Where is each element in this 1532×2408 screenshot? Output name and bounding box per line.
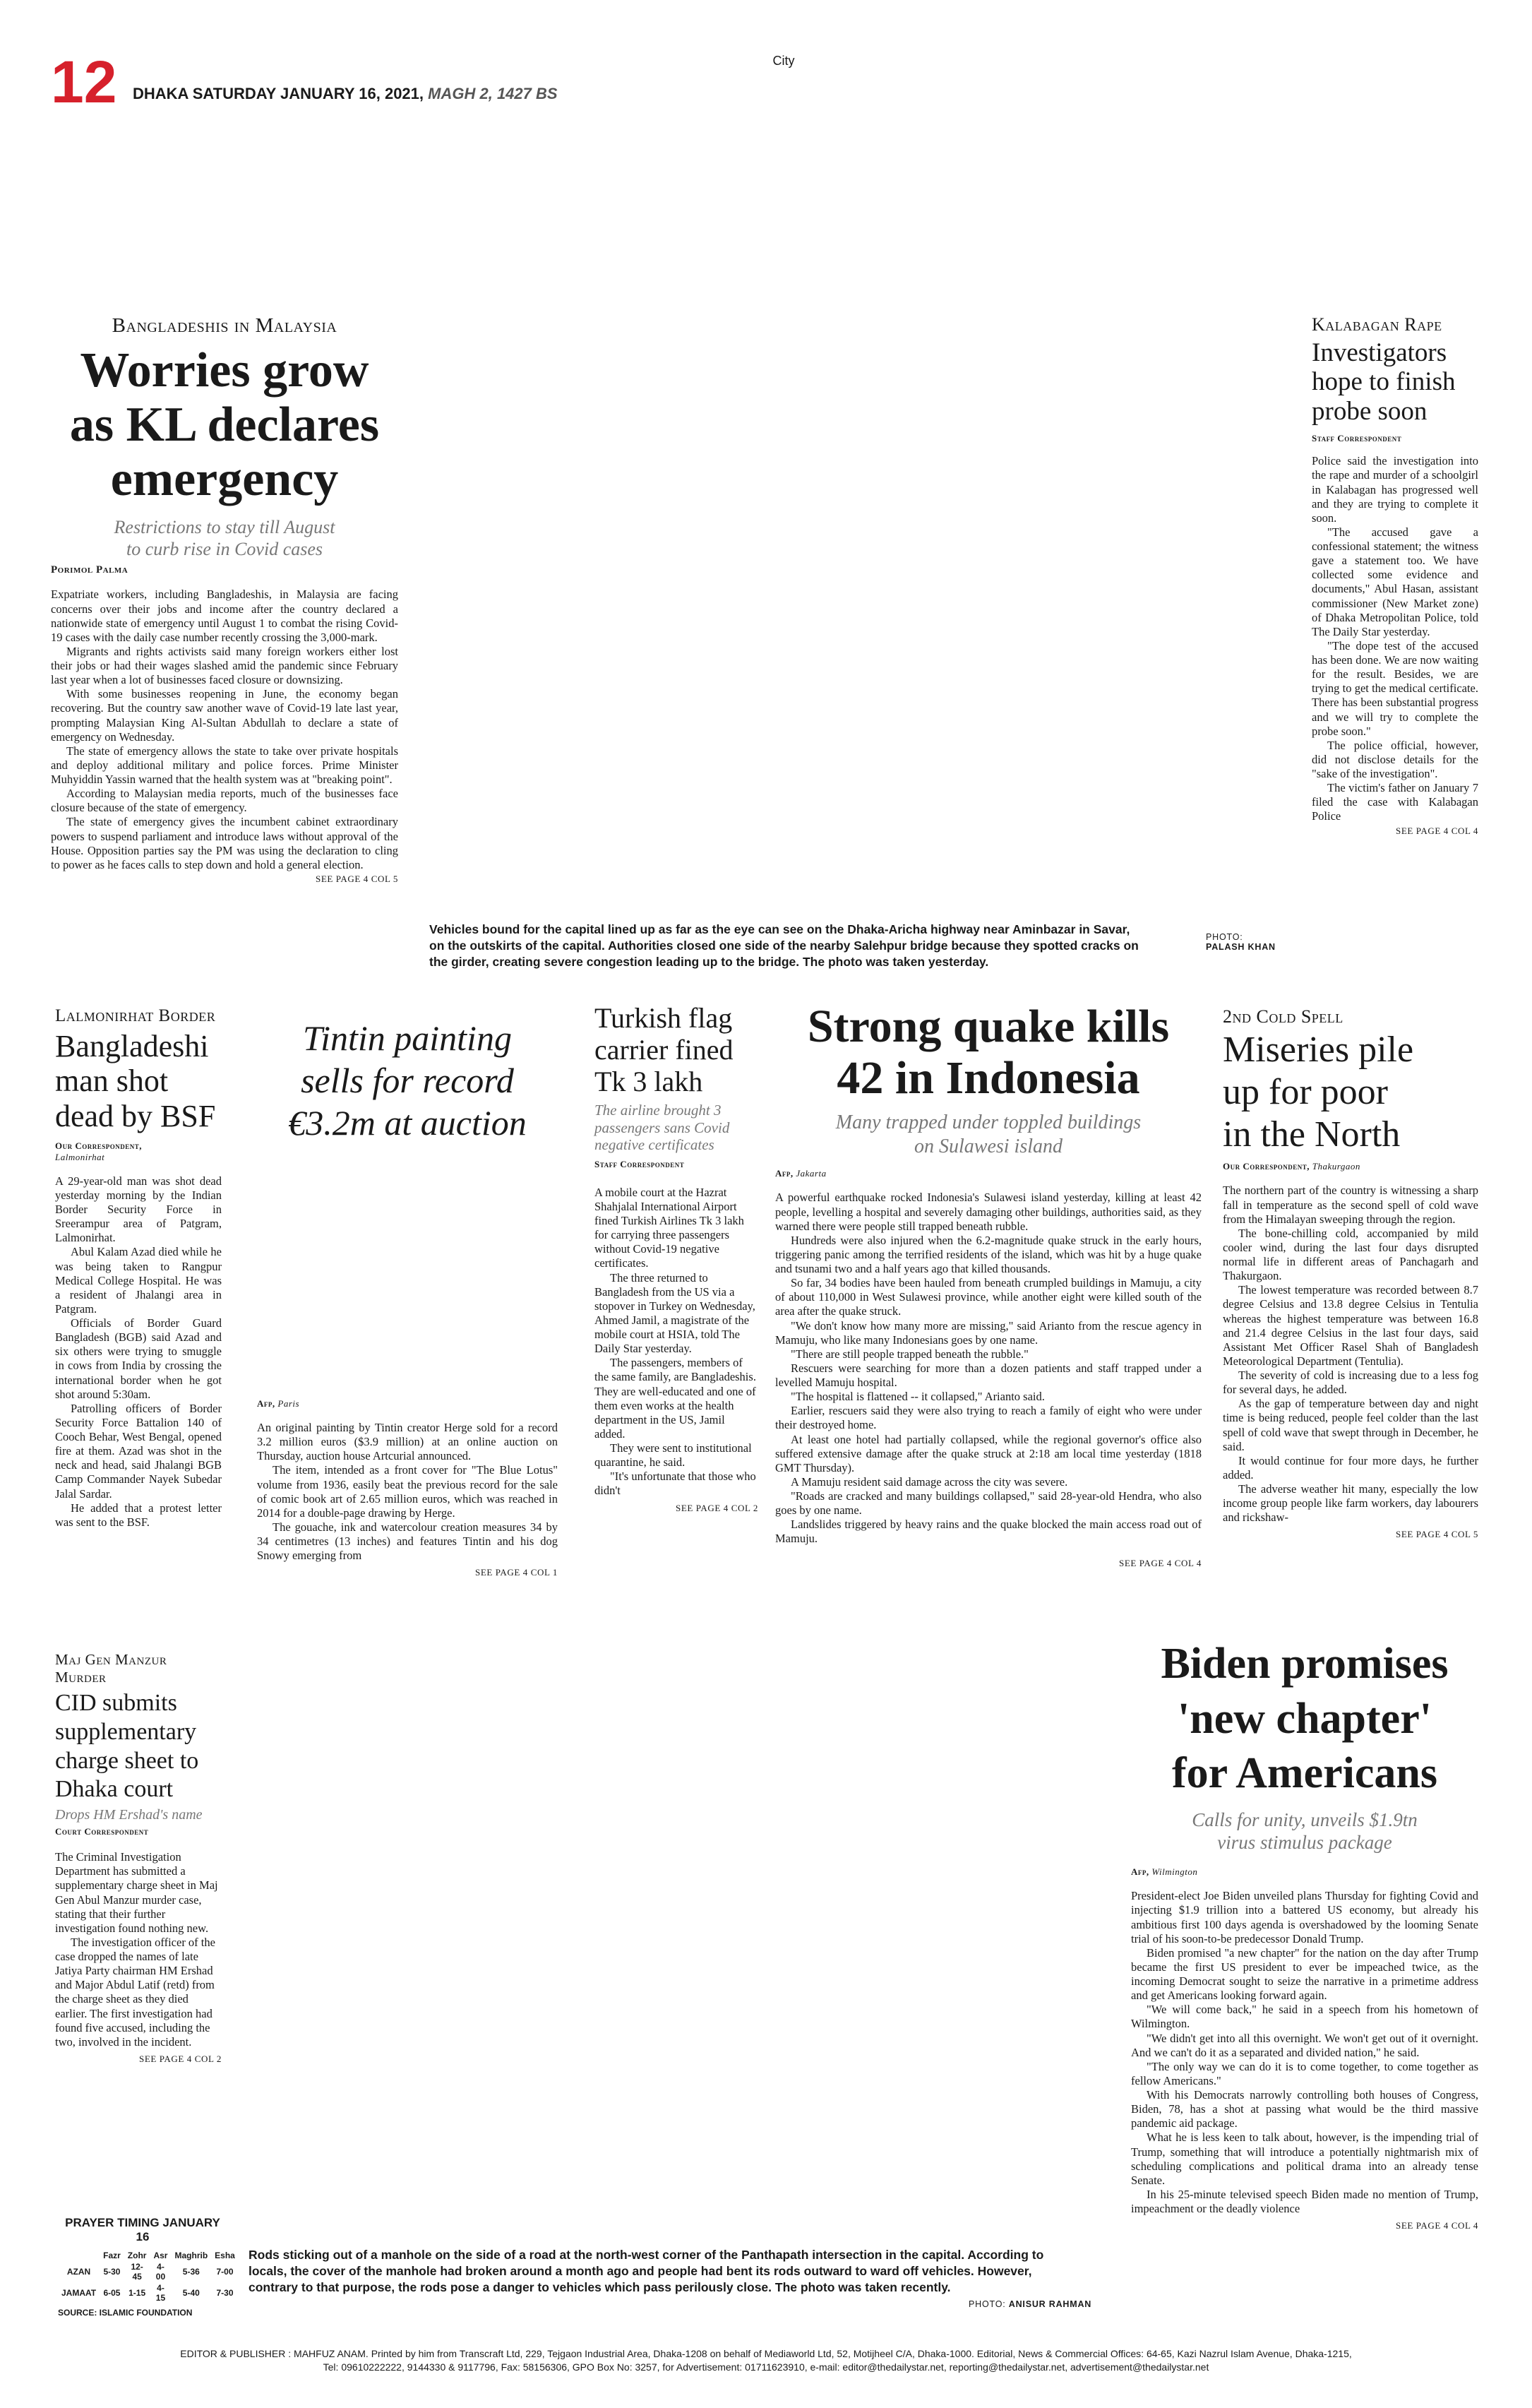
prayer-cell: 1-15: [128, 2288, 146, 2298]
article-body: [775, 1191, 1202, 1546]
article-body: [257, 1421, 558, 1563]
paragraph: The victim's father on January 7 filed the case with Kalabagan Police: [1312, 781, 1478, 823]
paragraph: The lowest temperature was recorded between 8.7 degree Celsius and 13.8 degree Celsius in Tentulia whereas the highest temperature was between 16.8 and 21.4 degree Celsius in the last four days, said Assistant Met Officer Rasel Shah of Bangladesh Meteorological Department (Tentulia).: [1223, 1283, 1478, 1368]
headline: [51, 343, 398, 506]
article-tintin-body: [257, 1398, 558, 1578]
prayer-cell: 5-30: [103, 2267, 121, 2277]
photo-caption: Vehicles bound for the capital lined up as far as the eye can see on the Dhaka-Aricha highway near Aminbazar in Savar, on the outskirts of the capital. Authorities closed one side of the nearby Salehpur bridge because they spotted cracks on the girder, creating severe congestion leading up to the bridge. The photo was taken yesterday.: [429, 922, 1139, 969]
see-page-link[interactable]: SEE PAGE 4 COL 4: [1396, 825, 1478, 836]
article-lalmonirhat: [55, 1006, 222, 1530]
prayer-cell: 5-40: [182, 2288, 200, 2298]
article-cold: [1223, 1006, 1478, 1540]
paragraph: "We didn't get into all this overnight. We won't get out of it overnight. And we can't do it as a separated and divided nation," he said.: [1131, 2031, 1478, 2059]
credit-name: ANISUR RAHMAN: [1008, 2299, 1092, 2309]
headline-line: Investigators: [1312, 338, 1447, 367]
headline-line: carrier fined: [594, 1033, 734, 1066]
article-body: [594, 1186, 758, 1498]
headline-line: Turkish flag: [594, 1002, 733, 1034]
prayer-row: [58, 2261, 239, 2282]
deck-line: on Sulawesi island: [914, 1135, 1063, 1157]
paragraph: "We don't know how many more are missing," said Arianto from the rescue agency in Mamuju, who like many Indonesians goes by one name.: [775, 1318, 1202, 1347]
article-malaysia: [51, 314, 398, 885]
paragraph: It would continue for four more days, he further added.: [1223, 1453, 1478, 1482]
prayer-cell: 6-05: [103, 2288, 121, 2298]
paragraph: The three returned to Bangladesh from the US via a stopover in Turkey on Wednesday, Ahmed Jamil, a magistrate of the mobile court at HSIA, told The Daily Star yesterday.: [594, 1270, 755, 1356]
paragraph: He added that a protest letter was sent to the BSF.: [55, 1501, 222, 1529]
paragraph: They were sent to institutional quarantine, he said.: [594, 1441, 752, 1470]
headline-line: Tk 3 lakh: [594, 1065, 703, 1097]
deck-line: negative certificates: [594, 1136, 714, 1153]
paragraph: Landslides triggered by heavy rains and the quake blocked the main access road out of Mamuju.: [775, 1518, 1202, 1546]
see-page-link[interactable]: SEE PAGE 4 COL 1: [475, 1567, 558, 1578]
kicker: Bangladeshis in Malaysia: [112, 314, 337, 337]
headline-line: Bangladeshi: [55, 1029, 209, 1063]
prayer-col-header: [58, 2250, 100, 2261]
byline-name: Afp,: [1131, 1866, 1149, 1878]
see-page-link[interactable]: SEE PAGE 4 COL 2: [676, 1502, 758, 1513]
article-body: [55, 1850, 222, 2049]
paragraph: Hundreds were also injured when the 6.2-magnitude quake struck in the early hours, triggering panic among the terrified residents of the island, which was hit by a huge quake and tsunami two and a half years ago that killed thousands.: [775, 1233, 1202, 1275]
paragraph: Migrants and rights activists said many foreign workers either lost their jobs or had their wages slashed amid the pandemic since February last year when a lot of businesses faced closure or downsizing.: [51, 644, 398, 687]
imprint-line: Tel: 09610222222, 9144330 & 9117796, Fax: 58156306, GPO Box No: 3257, for Advertisement: 01711623910, e-mail: editor@thedailystar.net, reporting@thedailystar.net, advertisement@thedailystar.net: [323, 2361, 1209, 2373]
byline: [775, 1168, 1202, 1179]
byline: Staff Correspondent: [1312, 433, 1402, 444]
paragraph: What he is less keen to talk about, however, is the impending trial of Trump, something that will introduce a potentially nightmarish mix of scheduling complications and political drama into an already tense Senate.: [1131, 2130, 1478, 2187]
paragraph: The northern part of the country is witnessing a sharp fall in temperature as the second spell of cold wave from the Himalayan sweeping through the region.: [1223, 1184, 1478, 1226]
prayer-cell: JAMAAT: [61, 2288, 97, 2298]
byline-place: Paris: [277, 1398, 300, 1409]
deck-line: The airline brought 3: [594, 1102, 722, 1119]
article-body: [1131, 1889, 1478, 2216]
headline-line: charge sheet to: [55, 1747, 199, 1774]
kicker: 2nd Cold Spell: [1223, 1006, 1344, 1027]
prayer-row: [58, 2282, 239, 2303]
paragraph: Abul Kalam Azad died while he was being taken to Rangpur Medical College Hospital. He was a resident of Jhalangi area in Patgram.: [55, 1245, 222, 1316]
headline: [1223, 1029, 1478, 1155]
prayer-header-row: [58, 2250, 239, 2261]
imprint-footer: [42, 2347, 1490, 2374]
headline-line: dead by BSF: [55, 1098, 216, 1133]
see-page-link[interactable]: SEE PAGE 4 COL 4: [1396, 2220, 1478, 2231]
paragraph: The investigation officer of the case dropped the names of late Jatiya Party chairman HM Ershad and Major Abdul Latif (retd) from the charge sheet as they died earlier. The first investigation had found five accused, including the two, involved in the incident.: [55, 1935, 215, 2049]
paragraph: Officials of Border Guard Bangladesh (BGB) said Azad and six others were trying to smuggle in cows from India by crossing the international border when he got shot around 5:30am.: [55, 1316, 222, 1401]
paragraph: In his 25-minute televised speech Biden made no mention of Trump, impeachment or the deadly violence: [1131, 2187, 1478, 2216]
byline-name: Our Correspondent,: [1223, 1161, 1310, 1172]
headline: [1131, 1637, 1478, 1801]
article-biden: [1131, 1637, 1478, 2231]
byline: [257, 1398, 558, 1409]
prayer-table: [58, 2250, 239, 2303]
deck: [1131, 1808, 1478, 1854]
headline-line: supplementary: [55, 1718, 197, 1745]
paragraph: So far, 34 bodies have been hauled from beneath crumpled buildings in Mamuju, a city of about 110,000 in West Sulawesi province, while another eight were killed south of the area after the quake struck.: [775, 1276, 1202, 1318]
headline-line: hope to finish: [1312, 367, 1456, 397]
paragraph: With his Democrats narrowly controlling both houses of Congress, Biden, 78, has a shot at passing what would be the third massive pandemic aid package.: [1131, 2088, 1478, 2130]
prayer-col-header: Zohr: [127, 2251, 147, 2260]
deck-line: Many trapped under toppled buildings: [835, 1111, 1142, 1134]
credit-label: PHOTO:: [1206, 932, 1243, 942]
date-text: DHAKA SATURDAY JANUARY 16, 2021,: [133, 85, 424, 102]
paragraph: As the gap of temperature between day and night time is being reduced, people feel colder than the last spell of cold wave that swept through in December, he said.: [1223, 1397, 1478, 1453]
paragraph: The police official, however, did not disclose details for the "sake of the investigation".: [1312, 738, 1478, 781]
kicker: Kalabagan Rape: [1312, 314, 1442, 335]
deck-line: Calls for unity, unveils $1.9tn: [1192, 1808, 1418, 1830]
paragraph: The bone-chilling cold, accompanied by mild cooler wind, during the last four days disrupted normal life in different areas of Panchagarh and Thakurgaon.: [1223, 1226, 1478, 1283]
paragraph: The gouache, ink and watercolour creation measures 34 by 34 centimetres (13 inches) and features Tintin and his dog Snowy emerging from: [257, 1520, 558, 1563]
paragraph: Police said the investigation into the rape and murder of a schoolgirl in Kalabagan has progressed well and they are trying to complete it soon.: [1312, 454, 1478, 525]
prayer-title: PRAYER TIMING JANUARY 16: [65, 2216, 220, 2243]
credit-name: PALASH KHAN: [1206, 942, 1276, 952]
paragraph: Patrolling officers of Border Security Force Battalion 140 of Cooch Behar, West Bengal, opened fire at them. Azad was shot in the neck and head, said Jhalangi BGB Camp Commander Nayek Subedar Jalal Sardar.: [55, 1401, 222, 1501]
paragraph: The Criminal Investigation Department has submitted a supplementary charge sheet in Maj Gen Abul Manzur murder case, stating that their further investigation found nothing new.: [55, 1850, 218, 1935]
prayer-col-header: Fazr: [103, 2251, 121, 2260]
photo-credit: [1206, 932, 1291, 952]
prayer-source: SOURCE: ISLAMIC FOUNDATION: [58, 2308, 193, 2318]
article-cid: [55, 1651, 222, 2065]
headline-line: Worries grow: [80, 343, 369, 398]
headline-line: 42 in Indonesia: [837, 1051, 1140, 1104]
headline-line: man shot: [55, 1063, 169, 1099]
headline-line: Dhaka court: [55, 1776, 174, 1803]
byline-name: Afp,: [775, 1168, 794, 1179]
paragraph: According to Malaysian media reports, much of the businesses face closure because of the state of emergency.: [51, 787, 398, 815]
byline-name: Our Correspondent,: [55, 1140, 143, 1151]
see-page-link[interactable]: SEE PAGE 4 COL 5: [1396, 1529, 1478, 1540]
prayer-cell: 7-00: [216, 2267, 234, 2277]
paragraph: At least one hotel had partially collapsed, while the regional governor's office also suffered extensive damage after the quake struck at 2:18 am local time yesterday (1818 GMT Thursday).: [775, 1432, 1202, 1474]
deck: Drops HM Ershad's name: [55, 1807, 203, 1823]
paragraph: The state of emergency allows the state to take over private hospitals and deploy additional military and police forces. Prime Minister Muhyiddin Yassin warned that the health system was at "breaking point".: [51, 744, 398, 786]
paragraph: Earlier, rescuers said they were also trying to reach a family of eight who were under their destroyed home.: [775, 1404, 1202, 1432]
article-body: [51, 588, 398, 872]
paragraph: An original painting by Tintin creator Herge sold for a record 3.2 million euros ($3.9 million) at an online auction on Thursday, auction house Artcurial announced.: [257, 1421, 558, 1463]
section-label: City: [772, 54, 795, 68]
deck-line: passengers sans Covid: [594, 1119, 730, 1136]
paragraph: The adverse weather hit many, especially the low income group people like farm workers, day labourers and rickshaw-: [1223, 1482, 1478, 1525]
photo-manhole: [247, 1645, 1094, 2239]
headline-line: for Americans: [1172, 1749, 1437, 1797]
headline-line: sells for record: [301, 1061, 514, 1100]
paragraph: The severity of cold is increasing due to a less fog for several days, he added.: [1223, 1369, 1478, 1397]
article-tintin: [257, 1017, 558, 1144]
headline-line: Strong quake kills: [807, 1001, 1170, 1052]
headline: [55, 1689, 222, 1804]
paragraph: Rescuers were searching for more than a dozen patients and staff trapped under a levelled Mamuju hospital.: [775, 1361, 1202, 1389]
paragraph: Expatriate workers, including Bangladeshis, in Malaysia are facing concerns over their jobs and income after the country declared a nationwide state of emergency until August 1 to combat the rising Covid-19 cases with the daily case number recently crossing the 3,000-mark.: [51, 588, 398, 644]
date-bangla: MAGH 2, 1427 BS: [428, 85, 558, 102]
photo-tintin: [257, 1158, 558, 1391]
prayer-cell: 4-15: [155, 2283, 166, 2303]
byline-place: Jakarta: [796, 1168, 827, 1179]
deck-line: Restrictions to stay till August: [114, 517, 335, 537]
headline-line: Biden promises: [1161, 1640, 1449, 1688]
paragraph: A powerful earthquake rocked Indonesia's Sulawesi island yesterday, killing at least 42 people, levelling a hospital and severely damaging other buildings, authorities said, as they warned there were people still trapped beneath rubble.: [775, 1191, 1202, 1233]
paragraph: "It's unfortunate that those who didn't: [594, 1470, 756, 1498]
deck-line: virus stimulus package: [1217, 1831, 1392, 1853]
credit-label: PHOTO:: [969, 2299, 1006, 2309]
paragraph: Biden promised "a new chapter" for the nation on the day after Trump became the first US president to ever be impeached twice, as the incoming Democrat sought to seize the narrative in a primetime address and get Americans looking forward again.: [1131, 1945, 1478, 2003]
paragraph: "The hospital is flattened -- it collapsed," Arianto said.: [791, 1390, 1045, 1404]
headline-line: Tintin painting: [303, 1018, 512, 1058]
prayer-cell: 5-36: [182, 2267, 200, 2277]
prayer-cell: 7-30: [216, 2288, 234, 2298]
dateline: [133, 85, 558, 103]
deck: [775, 1111, 1202, 1158]
deck: [594, 1102, 758, 1152]
paragraph: A mobile court at the Hazrat Shahjalal International Airport fined Turkish Airlines Tk 3 lakh for carrying three passengers without Covid-19 negative certificates.: [594, 1185, 744, 1270]
article-turkish: [594, 1003, 758, 1514]
prayer-cell: 4-00: [155, 2262, 166, 2282]
headline: [775, 1001, 1202, 1104]
paragraph: The passengers, members of the same family, are Bangladeshis. They are well-educated and one of them even works at the health department in the US, Jamil added.: [594, 1356, 756, 1441]
byline: [55, 1140, 222, 1163]
headline: [257, 1017, 558, 1144]
headline-line: probe soon: [1312, 396, 1428, 426]
article-body: [1312, 454, 1478, 823]
byline: Porimol Palma: [51, 564, 128, 576]
byline: Court Correspondent: [55, 1826, 149, 1837]
deck-line: to curb rise in Covid cases: [126, 539, 323, 560]
kicker: Lalmonirhat Border: [55, 1006, 216, 1025]
prayer-col-header: Esha: [215, 2251, 235, 2260]
paragraph: A 29-year-old man was shot dead yesterday morning by the Indian Border Security Force in Sreerampur area of Patgram, Lalmonirhat.: [55, 1174, 222, 1245]
headline-line: Miseries pile: [1223, 1030, 1414, 1070]
prayer-cell: 12-45: [131, 2262, 143, 2282]
headline-line: €3.2m at auction: [288, 1103, 527, 1143]
headline-line: in the North: [1223, 1114, 1401, 1155]
paragraph: A Mamuju resident said damage across the city was severe.: [791, 1474, 1068, 1489]
prayer-cell: AZAN: [66, 2267, 91, 2277]
see-page-link[interactable]: SEE PAGE 4 COL 5: [316, 873, 398, 884]
photo-caption: Rods sticking out of a manhole on the side of a road at the north-west corner of the Panthapath intersection in the capital. According to locals, the cover of the manhole had broken around a month ago and people had bent its rods outward to ward off vehicles. However, contrary to that purpose, the rods pose a danger to vehicles which pass perilously close. The photo was taken recently.: [249, 2248, 1044, 2294]
article-body: [55, 1174, 222, 1530]
byline-place: Lalmonirhat: [55, 1151, 105, 1162]
article-body: [1223, 1184, 1478, 1525]
headline: [1312, 338, 1478, 426]
paragraph: "The accused gave a confessional statement; the witness gave a statement too. We have collected some evidence and documents," Abul Hasan, assistant commissioner (New Market zone) of Dhaka Metropolitan Police, told The Daily Star yesterday.: [1312, 525, 1478, 638]
prayer-col-header: Maghrib: [174, 2251, 208, 2260]
see-page-link[interactable]: SEE PAGE 4 COL 2: [139, 2053, 222, 2064]
paragraph: The item, intended as a front cover for "The Blue Lotus" volume from 1936, easily beat the previous record for the sale of comic book art of 2.65 million euros, which was reached in 2014 for a double-page drawing by Herge.: [257, 1463, 558, 1520]
headline: [55, 1029, 222, 1133]
byline-place: Wilmington: [1151, 1866, 1198, 1878]
prayer-col-header: Asr: [153, 2251, 168, 2260]
paragraph: "Roads are cracked and many buildings collapsed," said 28-year-old Hendra, who also goes by one name.: [775, 1489, 1202, 1518]
byline: Staff Correspondent: [594, 1158, 685, 1169]
paragraph: With some businesses reopening in June, the economy began recovering. But the country saw another wave of Covid-19 late last year, prompting Malaysian King Al-Sultan Abdullah to declare a state of emergency on Wednesday.: [51, 687, 398, 744]
article-quake: [775, 1001, 1202, 1569]
headline-line: emergency: [110, 452, 339, 506]
imprint-line: EDITOR & PUBLISHER : MAHFUZ ANAM. Printed by him from Transcraft Ltd, 229, Tejgaon Industrial Area, Dhaka-1208 on behalf of Mediaworld Ltd, 52, Motijheel C/A, Dhaka-1000. Editorial, News & Commercial Offices: 64-65, Kazi Nazrul Islam Avenue, Dhaka-1215,: [180, 2348, 1352, 2359]
headline-line: up for poor: [1223, 1071, 1388, 1112]
paragraph: President-elect Joe Biden unveiled plans Thursday for fighting Covid and injecting $1.9 trillion into a battered US economy, but already his ambitious first 100 days agenda is overshadowed by the looming Senate trial of his soon-to-be predecessor Donald Trump.: [1131, 1889, 1478, 1945]
page-number: 12: [51, 49, 117, 115]
byline-place: Thakurgaon: [1312, 1161, 1360, 1172]
headline-line: as KL declares: [69, 398, 380, 452]
kicker: Maj Gen Manzur Murder: [55, 1651, 167, 1686]
byline-name: Afp,: [257, 1398, 275, 1409]
photo-vehicles: [424, 120, 1214, 918]
paragraph: "The dope test of the accused has been done. We are now waiting for the result. Besides, we are trying to get the medical certificate. There has been substantial progress and we will try to complete the probe soon.": [1312, 638, 1478, 738]
paragraph: "We will come back," he said in a speech from his hometown of Wilmington.: [1131, 2003, 1478, 2031]
paragraph: "There are still people trapped beneath the rubble.": [791, 1347, 1029, 1361]
byline: [1223, 1161, 1478, 1172]
article-kalabagan: [1312, 314, 1478, 837]
deck: [51, 516, 398, 560]
prayer-timing: [58, 2216, 235, 2318]
headline: [594, 1003, 758, 1097]
byline: [1131, 1866, 1478, 1878]
paragraph: The state of emergency gives the incumbent cabinet extraordinary powers to suspend parliament and introduce laws without approval of the House. Opposition parties say the PM was using the declaration to cling to power as he faces calls to step down and hold a general election.: [51, 815, 398, 871]
headline-line: CID submits: [55, 1690, 177, 1716]
see-page-link[interactable]: SEE PAGE 4 COL 4: [1119, 1557, 1202, 1568]
headline-line: 'new chapter': [1178, 1694, 1432, 1743]
photo-credit: [969, 2299, 1110, 2309]
paragraph: "The only way we can do it is to come together, to come together as fellow Americans.": [1131, 2059, 1478, 2087]
